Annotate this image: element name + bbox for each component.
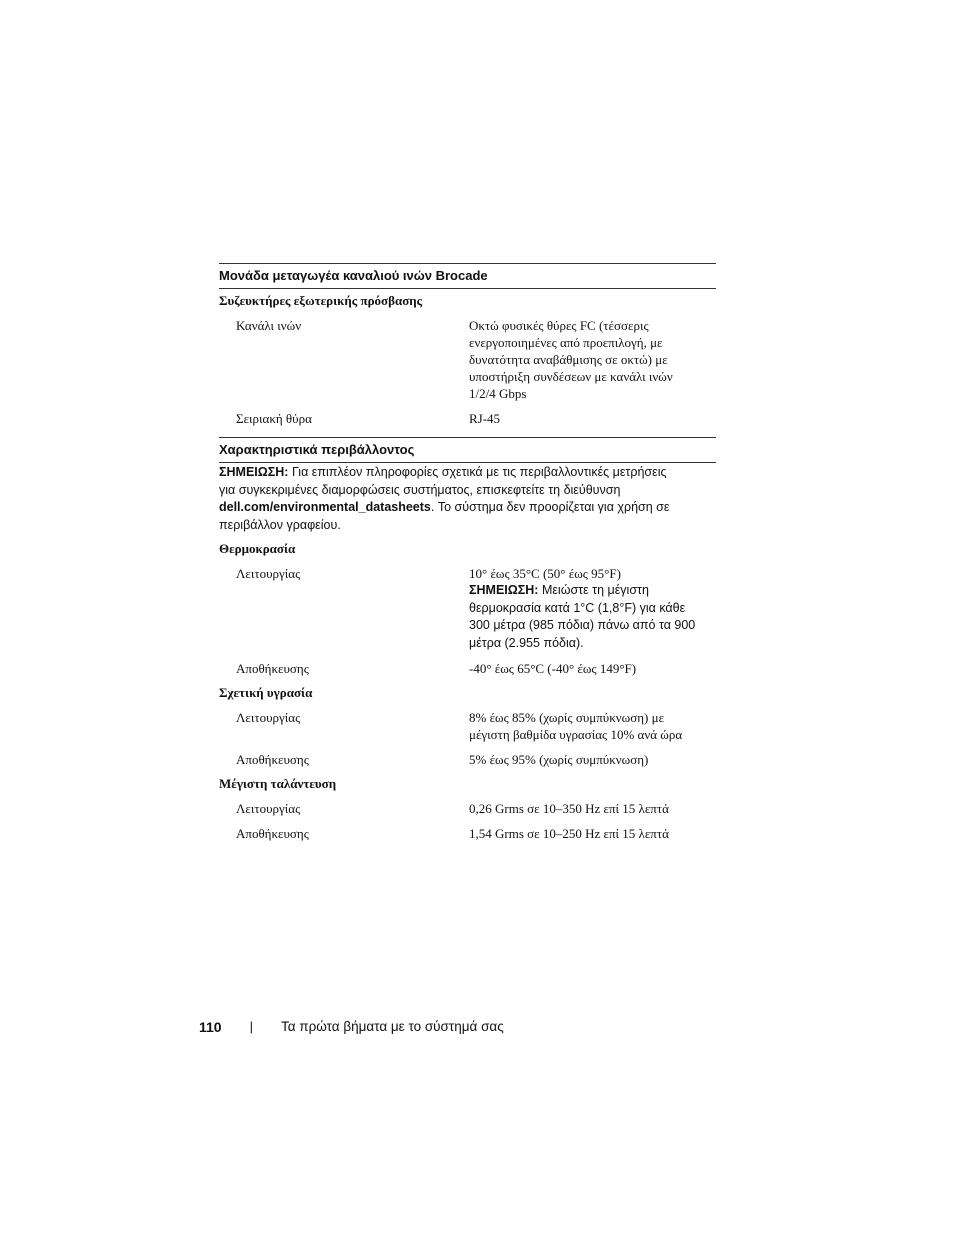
row-vibration-storage bbox=[219, 825, 716, 842]
datasheet-link[interactable]: dell.com/environmental_datasheets bbox=[219, 500, 431, 514]
subhead-external-connectors: Συζευκτήρες εξωτερικής πρόσβασης bbox=[219, 293, 423, 308]
label-vibration-operating: Λειτουργίας bbox=[236, 801, 301, 816]
value-line: 1/2/4 Gbps bbox=[469, 386, 527, 401]
value-temperature-operating bbox=[469, 565, 716, 652]
value-vibration-storage: 1,54 Grms σε 10–250 Hz επί 15 λεπτά bbox=[469, 826, 669, 841]
note-line: για συγκεκριμένες διαμορφώσεις συστήματος, επισκεφτείτε τη διεύθυνση bbox=[219, 482, 621, 497]
note-prefix: ΣΗΜΕΙΩΣΗ: bbox=[469, 583, 539, 597]
note-line: 300 μέτρα (985 πόδια) πάνω από τα 900 bbox=[469, 618, 696, 632]
value-vibration-operating: 0,26 Grms σε 10–350 Hz επί 15 λεπτά bbox=[469, 801, 669, 816]
label-temperature-operating: Λειτουργίας bbox=[236, 566, 301, 581]
row-fibre-channel bbox=[219, 317, 716, 402]
value-line: ενεργοποιημένες από προεπιλογή, με bbox=[469, 335, 663, 350]
note-line: ΣΗΜΕΙΩΣΗ: Για επιπλέον πληροφορίες σχετικά με τις περιβαλλοντικές μετρήσεις bbox=[219, 465, 667, 479]
value-humidity-operating bbox=[469, 709, 716, 743]
spec-table bbox=[219, 263, 716, 842]
footer-separator: | bbox=[249, 1019, 253, 1034]
note-prefix: ΣΗΜΕΙΩΣΗ: bbox=[219, 465, 289, 479]
row-humidity-operating bbox=[219, 709, 716, 743]
value-line: υποστήριξη συνδέσεων με κανάλι ινών bbox=[469, 369, 673, 384]
subhead-humidity: Σχετική υγρασία bbox=[219, 685, 313, 700]
value-line: 8% έως 85% (χωρίς συμπύκνωση) με bbox=[469, 710, 665, 725]
row-temperature-operating bbox=[219, 565, 716, 652]
section-title-brocade: Μονάδα μεταγωγέα καναλιού ινών Brocade bbox=[219, 263, 716, 289]
row-humidity-storage bbox=[219, 751, 716, 768]
note-line: ΣΗΜΕΙΩΣΗ: Μειώστε τη μέγιστη bbox=[469, 583, 649, 597]
note-line: μέτρα (2.955 πόδια). bbox=[469, 635, 584, 650]
note-line: dell.com/environmental_datasheets. Το σύστημα δεν προορίζεται για χρήση σε bbox=[219, 500, 670, 514]
section-title-environment: Χαρακτηριστικά περιβάλλοντος bbox=[219, 437, 716, 463]
label-serial-port: Σειριακή θύρα bbox=[236, 411, 312, 426]
note-line: θερμοκρασία κατά 1°C (1,8°F) για κάθε bbox=[469, 600, 686, 615]
label-temperature-storage: Αποθήκευσης bbox=[236, 661, 309, 676]
label-humidity-storage: Αποθήκευσης bbox=[236, 752, 309, 767]
note-line: περιβάλλον γραφείου. bbox=[219, 517, 341, 532]
row-temperature-storage bbox=[219, 660, 716, 677]
temperature-note bbox=[469, 582, 716, 652]
value-line: δυνατότητα αναβάθμισης σε οκτώ) με bbox=[469, 352, 668, 367]
row-vibration-operating bbox=[219, 800, 716, 817]
value-line: 10° έως 35°C (50° έως 95°F) bbox=[469, 566, 621, 581]
subhead-vibration: Μέγιστη ταλάντευση bbox=[219, 776, 337, 791]
chapter-title: Τα πρώτα βήματα με το σύστημά σας bbox=[280, 1019, 504, 1034]
page-number: 110 bbox=[199, 1019, 222, 1035]
label-humidity-operating: Λειτουργίας bbox=[236, 710, 301, 725]
value-line: Οκτώ φυσικές θύρες FC (τέσσερις bbox=[469, 318, 649, 333]
label-vibration-storage: Αποθήκευσης bbox=[236, 826, 309, 841]
page-footer bbox=[199, 1017, 504, 1037]
label-fibre-channel: Κανάλι ινών bbox=[236, 318, 302, 333]
value-serial-port: RJ-45 bbox=[469, 411, 501, 426]
environment-note bbox=[219, 464, 716, 534]
value-humidity-storage: 5% έως 95% (χωρίς συμπύκνωση) bbox=[469, 752, 649, 767]
row-serial-port bbox=[219, 410, 716, 427]
value-fibre-channel bbox=[469, 317, 716, 402]
value-temperature-storage: -40° έως 65°C (-40° έως 149°F) bbox=[469, 661, 637, 676]
value-line: μέγιστη βαθμίδα υγρασίας 10% ανά ώρα bbox=[469, 727, 683, 742]
subhead-temperature: Θερμοκρασία bbox=[219, 541, 296, 556]
